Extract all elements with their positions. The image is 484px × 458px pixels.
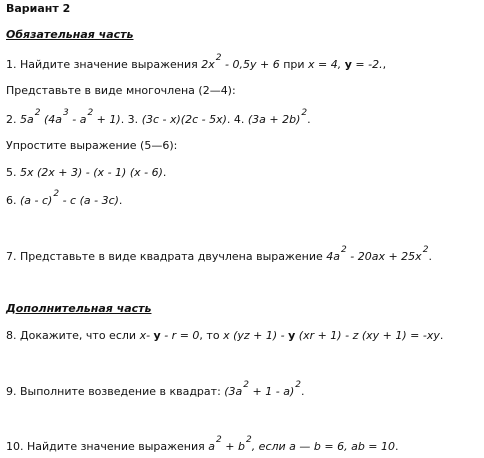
task-5-end: . [162, 166, 167, 179]
task-4-sup: 2 [301, 108, 308, 118]
task-1-text: 1. Найдите значение выражения [6, 58, 202, 71]
task-7-expr-b: - 20ax + 25x [346, 250, 422, 263]
task-1-end: , [382, 58, 387, 71]
task-3-expr: (3c - x)(2c - 5x) [141, 113, 227, 126]
task-9-expr-b: + 1 - a) [249, 385, 295, 398]
task-8-text: 8. Докажите, что если [6, 329, 140, 342]
task-1-mid: при [279, 58, 309, 71]
task-7-text: 7. Представьте в виде квадрата двучлена выражение [6, 250, 327, 263]
task-8-expr-d: (xr + 1) - z (xy + 1) = -xy [295, 329, 440, 342]
task-2-expr-b: (4a [40, 113, 63, 126]
task-10-sup-a: 2 [216, 435, 222, 445]
task-1-cond-y-var: y [344, 58, 352, 71]
task-10-expr-a: a [208, 440, 216, 453]
task-2-sup-c: 2 [87, 108, 94, 118]
task-8-mid: , то [199, 329, 224, 342]
task-1 [6, 53, 387, 73]
task-8-expr-a: x- [139, 329, 154, 342]
task-10 [6, 435, 399, 455]
task-8-expr-c: x (yz + 1) - [223, 329, 289, 342]
task-9-end: . [300, 385, 305, 398]
task-6-num: 6. [6, 194, 20, 207]
task-1-expr-b: - 0,5y + 6 [221, 58, 280, 71]
task-1-cond-x: x = 4, [308, 58, 345, 71]
intro-simplify: Упростите выражение (5—6): [6, 139, 178, 152]
intro-polynomial: Представьте в виде многочлена (2—4): [6, 84, 236, 97]
task-7-expr-a: 4a [326, 250, 341, 263]
task-9-text: 9. Выполните возведение в квадрат: [6, 385, 225, 398]
task-3-num: . 3. [120, 113, 142, 126]
task-4-expr: (3a + 2b) [247, 113, 301, 126]
task-5 [6, 166, 166, 180]
task-2-expr-d: + 1) [93, 113, 121, 126]
section-required-heading: Обязательная часть [6, 28, 134, 41]
task-2-expr-c: - a [68, 113, 87, 126]
task-2-num: 2. [6, 113, 20, 126]
task-4-end: . [307, 113, 311, 126]
task-4-num: . 4. [226, 113, 248, 126]
task-10-expr-c: , если a — b = 6, ab = 10 [251, 440, 396, 453]
task-5-num: 5. [6, 166, 20, 179]
task-2-sup-b: 3 [63, 108, 69, 118]
task-8-y1: y [153, 329, 161, 342]
section-extra-heading: Дополнительная часть [6, 302, 152, 315]
task-8-end: . [439, 329, 444, 342]
task-1-expr-a: 2x [201, 58, 215, 71]
task-6-expr-b: - c (a - 3c) [59, 194, 119, 207]
task-1-sup: 2 [215, 53, 222, 63]
task-9-sup-b: 2 [295, 380, 301, 390]
task-8-y2: y [288, 329, 296, 342]
task-10-text: 10. Найдите значение выражения [6, 440, 209, 453]
task-6-expr-a: (a - c) [20, 194, 53, 207]
task-8 [6, 329, 443, 343]
task-7-end: . [428, 250, 432, 263]
task-5-expr: 5x (2x + 3) - (x - 1) (x - 6) [20, 166, 163, 179]
task-6-end: . [118, 194, 123, 207]
task-2-expr-a: 5a [20, 113, 34, 126]
task-6-sup: 2 [53, 189, 60, 199]
task-10-sup-b: 2 [245, 435, 252, 445]
task-9-expr-a: (3a [224, 385, 243, 398]
task-7-sup-b: 2 [422, 245, 429, 255]
task-7 [6, 245, 432, 265]
task-2-sup-a: 2 [34, 108, 41, 118]
task-6 [6, 189, 123, 209]
tasks-2-4 [6, 108, 311, 128]
task-10-expr-b: + b [221, 440, 245, 453]
task-10-end: . [395, 440, 399, 453]
task-9-sup-a: 2 [243, 380, 250, 390]
variant-title: Вариант 2 [6, 2, 71, 15]
task-7-sup-a: 2 [341, 245, 347, 255]
task-9 [6, 380, 305, 400]
task-8-expr-b: - r = 0 [160, 329, 200, 342]
task-1-cond-y-val: = -2. [351, 58, 383, 71]
